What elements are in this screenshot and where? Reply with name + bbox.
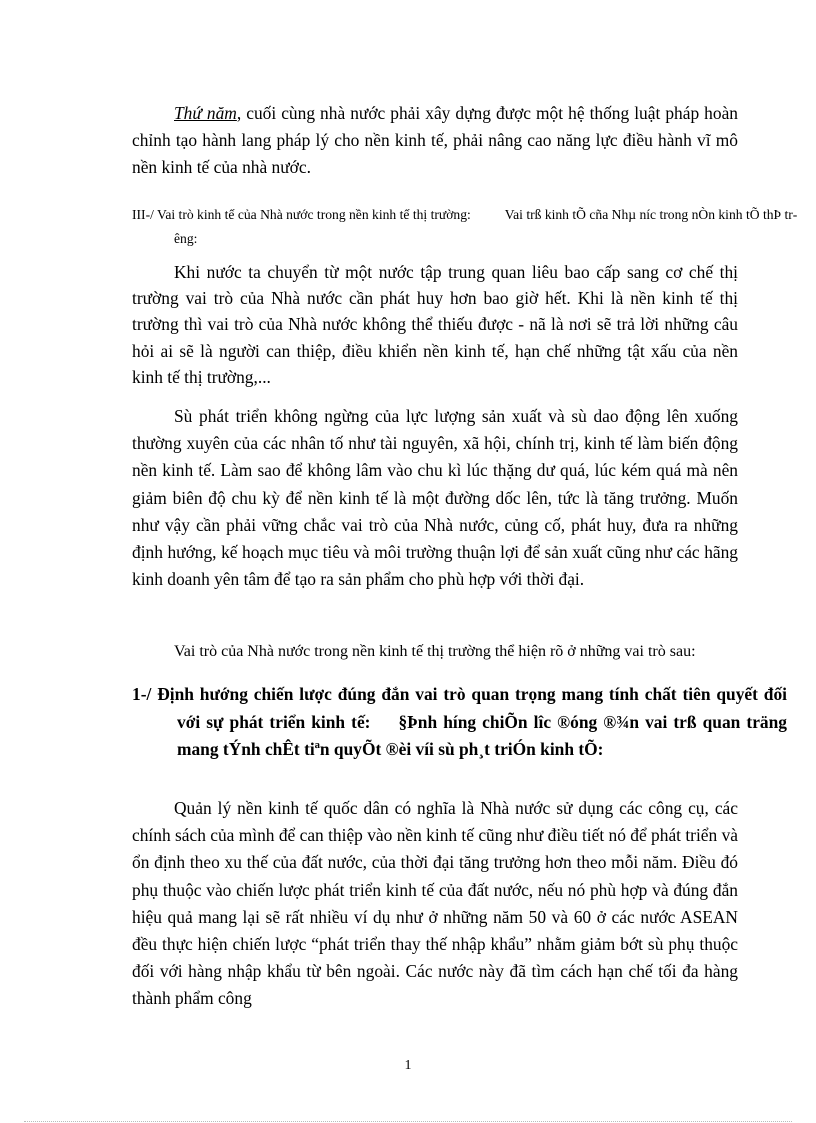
paragraph-management: Quản lý nền kinh tế quốc dân có nghĩa là Nhà nước sử dụng các công cụ, các chính sách của mình để can thiệp vào nền kinh tế cũng như điều tiết nó để phát triển và ổn định theo xu thế của đất nước, của thời đại tăng trưởng hơn theo mỗi năm. Điều đó phụ thuộc vào chiến lược phát triển kinh tế của đất nước, nếu nó phù hợp và đúng đắn hiệu quả mang lại sẽ rất nhiều ví dụ như ở những năm 50 và 60 ở các nước ASEAN đều thực hiện chiến lược “phát triển thay thế nhập khẩu” nhằm giảm bớt sù phụ thuộc đối với hàng nhập khẩu từ bên ngoài. Các nước này đã tìm cách hạn chế tối đa hàng thành phẩm công xyxy=(132,798,738,1009)
thu-nam-label: Thứ năm xyxy=(174,103,237,123)
paragraph-thu-nam-text: , cuối cùng nhà nước phải xây dựng được một hệ thống luật pháp hoàn chỉnh tạo hành lang pháp lý cho nền kinh tế, phải nâng cao năng lực điều hành vĩ mô nền kinh tế của nhà nước. xyxy=(132,103,738,178)
section-heading-1-garbled: §Þnh híng chiÕn lîc ®óng ®¾n vai trß quan träng mang tÝnh chÊt tiªn quyÕt ®èi víi sù ph¸t triÓn kinh tÕ: xyxy=(177,711,787,760)
page-bottom-divider xyxy=(24,1121,792,1122)
section-heading-iii-text: III-/ Vai trò kinh tế của Nhà nước trong nền kinh tế thị trường: xyxy=(132,207,471,222)
section-heading-iii xyxy=(132,203,814,251)
section-heading-1-text: 1-/ Định hướng chiến lược đúng đắn vai trò quan trọng mang tính chất tiên quyết đối với sự phát triển kinh tế: xyxy=(132,684,787,732)
section-heading-1 xyxy=(132,681,787,764)
lead-sentence: Vai trò của Nhà nước trong nền kinh tế thị trường thể hiện rõ ở những vai trò sau: xyxy=(174,643,696,660)
paragraph-thu-nam xyxy=(132,100,738,182)
paragraph-development: Sù phát triển không ngừng của lực lượng sản xuất và sù dao động lên xuống thường xuyên của các nhân tố như tài nguyên, xã hội, chính trị, kinh tế làm biến động nền kinh tế. Làm sao để không lâm vào chu kì lúc thặng dư quá, lúc kém quá mà nên giảm biên độ chu kỳ để nền kinh tế là một đường dốc lên, tức là tăng trưởng. Muốn như vậy cần phải vững chắc vai trò của Nhà nước, củng cố, phát huy, đưa ra những định hướng, kế hoạch mục tiêu và môi trường thuận lợi để sản xuất cũng như các hãng kinh doanh yên tâm để tạo ra sản phẩm cho phù hợp với thời đại. xyxy=(132,406,738,590)
paragraph-transition: Khi nước ta chuyển từ một nước tập trung quan liêu bao cấp sang cơ chế thị trường vai trò của Nhà nước cần phát huy hơn bao giờ hết. Khi là nền kinh tế thị trường thì vai trò của Nhà nước không thể thiếu được - nã là nơi sẽ trả lời những câu hỏi ai sẽ là người can thiệp, điều khiển nền kinh tế, hạn chế những tật xấu của nền kinh tế thị trường,... xyxy=(132,262,738,387)
section-heading-iii-garbled: Vai trß kinh tÕ cña Nhµ níc trong nÒn kinh tÕ thÞ trêng: xyxy=(174,207,798,246)
page-number: 1 xyxy=(404,1058,412,1073)
